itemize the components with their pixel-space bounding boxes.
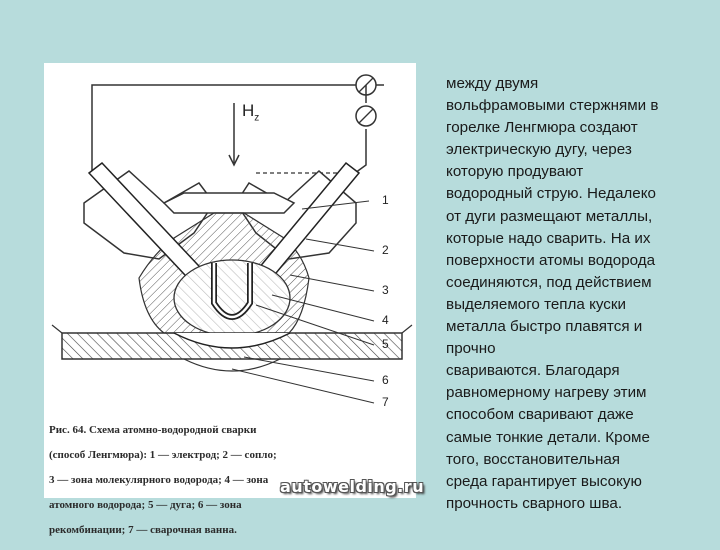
text-line: от дуги размещают металлы, [446,207,653,225]
callout-4: 4 [382,313,389,327]
field-label: $H_z$ [242,101,260,124]
caption-title: Рис. 64. Схема атомно-водородной сварки [49,423,257,436]
callout-5: 5 [382,337,389,351]
figure-panel [44,63,425,537]
body-text [446,73,708,515]
text-line: соединяются, под действием [446,273,652,291]
callout-7: 7 [382,395,389,409]
text-line: способом сваривают даже [446,406,634,424]
caption-line: рекомбинации; 7 — сварочная ванна. [49,524,237,537]
text-line: того, восстановительная [446,450,621,468]
text-line: самые тонкие детали. Кроме [446,428,650,446]
text-line: равномерному нагреву этим [446,384,647,402]
text-line: электрическую дугу, через [446,141,632,159]
text-line: среда гарантирует высокую [446,472,642,490]
text-line: между двумя [446,75,539,92]
text-line: прочность сварного шва. [446,494,623,512]
text-line: поверхности атомы водорода [446,251,656,269]
callout-2: 2 [382,243,389,257]
callout-6: 6 [382,373,389,387]
text-line: которую продувают [446,163,584,181]
callout-1: 1 [382,193,389,207]
caption-line: 3 — зона молекулярного водорода; 4 — зона [49,473,269,486]
text-line: водородный струю. Недалеко [446,185,656,203]
text-line: горелке Ленгмюра создают [446,119,638,137]
text-line: прочно [446,340,496,358]
watermark-logo: autowelding.ru [280,477,425,496]
caption-line: атомного водорода; 5 — дуга; 6 — зона [49,499,242,512]
text-line: свариваются. Благодаря [446,362,620,380]
caption-line: (способ Ленгмюра): 1 — электрод; 2 — сопло; [49,448,277,461]
text-line: металла быстро плавятся и [446,318,643,336]
nozzle-top [164,193,294,213]
text-line: выделяемого тепла куски [446,295,627,313]
text-line: вольфрамовыми стержнями в [446,97,659,115]
text-line: которые надо сварить. На их [446,229,651,247]
power-wire-left [92,85,356,175]
callout-3: 3 [382,283,389,297]
